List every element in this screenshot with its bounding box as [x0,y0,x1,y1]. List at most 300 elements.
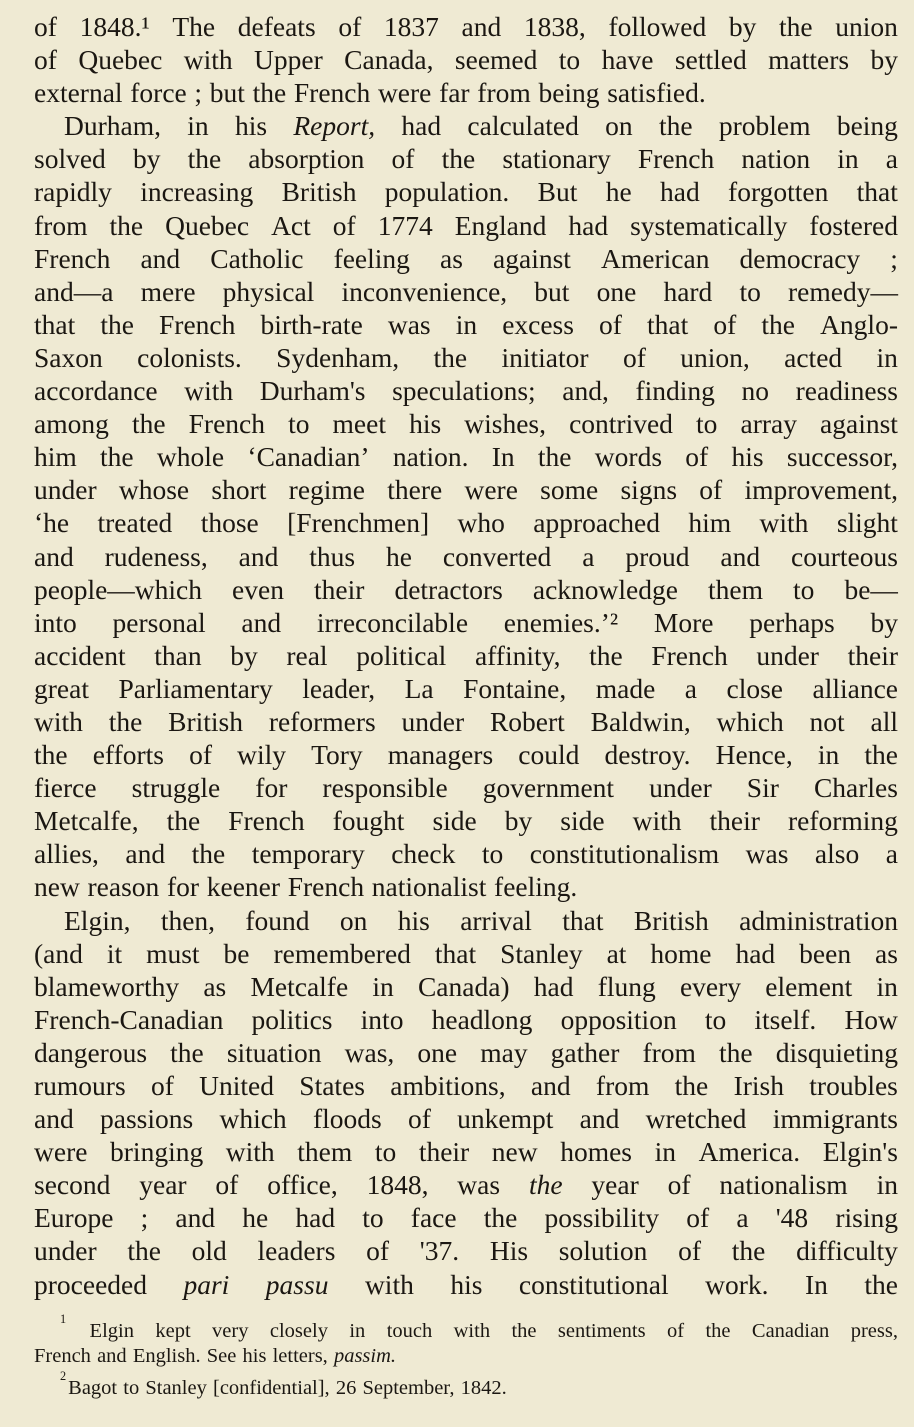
word: Sir [746,772,779,804]
word: must [146,937,200,969]
word: of [678,1235,702,1267]
word: under [34,474,97,506]
word: by [504,805,533,837]
word: as [440,242,463,274]
word: of [34,44,57,76]
word: been [799,937,852,969]
word: letters, [272,1345,328,1367]
word: and [720,540,761,572]
word: in [455,308,478,340]
word: 1837 [383,11,439,42]
word: the [864,739,898,771]
word: and [579,1103,620,1135]
word: solution [558,1235,648,1267]
word: inconvenience, [341,275,508,307]
word: was, [344,1036,395,1068]
word: alliance [812,672,898,704]
word: their [847,639,898,671]
word: was [745,838,789,870]
word: British [168,705,243,737]
word: for [166,871,200,903]
footnote-line [34,1369,898,1401]
word: not [809,705,845,737]
word: keener [206,871,281,903]
word: as [875,937,898,969]
word: their [709,805,760,837]
footnote [34,1369,898,1401]
word: population. [384,176,510,208]
word: struggle [131,772,221,804]
word: headlong [431,1003,533,1035]
word: the [191,838,226,870]
word: he [242,1202,269,1234]
text-line [34,1168,898,1201]
word: under [401,705,465,737]
word: allies, [34,838,99,870]
word: in [876,1169,898,1201]
text-line [34,209,898,242]
word: troubles [809,1070,898,1101]
word: and [34,540,74,572]
word: and, [562,375,609,407]
word: for [255,772,288,804]
word: '37. [419,1235,460,1267]
word: to [558,44,581,76]
word: his [397,904,430,936]
word: acted [784,341,843,373]
word: which [219,1103,287,1135]
word: sentiments [557,1320,646,1342]
word: year [139,1169,187,1201]
word: from [477,77,531,109]
word: with [364,1268,414,1300]
word: La [404,672,434,704]
word: England [454,209,547,241]
word: itself. [754,1003,817,1035]
word: of [622,341,646,373]
word: a [736,1202,749,1234]
word: into [34,606,77,638]
text-line [34,175,898,208]
word: Europe [34,1202,114,1234]
word: initiator [501,341,589,373]
word: Stanley [145,1377,207,1399]
word: the [166,805,201,837]
word: 1842. [460,1377,507,1399]
text-line [34,738,898,771]
word: Anglo- [820,308,898,340]
word: nation [741,143,811,175]
word: Robert [489,705,565,737]
word: the [511,1320,537,1342]
word: among [34,408,109,440]
word: and [97,1345,127,1367]
word: with [759,507,809,539]
word: nation. [392,441,469,473]
word: British [281,176,357,208]
word: and [241,606,282,638]
word: fostered [809,209,898,241]
text-line [34,109,898,142]
word: to [704,1003,727,1035]
word: kept [155,1320,191,1342]
word: In [804,1268,828,1300]
word: of [713,308,737,340]
word: his [242,1345,267,1367]
word: constitutional [518,1268,669,1300]
word: by [230,639,258,671]
word: from [642,1036,696,1068]
word: irreconcilable [316,606,469,638]
word: had [533,970,574,1002]
word: were [34,1136,88,1168]
word: whose [118,474,190,506]
word: which [716,705,784,737]
text-line [34,937,898,970]
word: against [493,242,571,274]
word: Elgin, [64,904,131,936]
word: his [234,110,268,142]
word: the [34,739,68,771]
word: made [595,672,656,704]
word: to [362,1202,384,1234]
footnote-marker: 2 [60,1369,67,1383]
word: personal [112,606,206,638]
word: close [726,672,783,704]
word: in [837,143,859,175]
word: had [735,937,776,969]
word: had [659,176,700,208]
word: Stanley [500,937,583,969]
word: of [338,11,362,42]
word: Hence, [715,739,793,771]
text-line [34,540,898,573]
word: the [537,441,572,473]
word: passim. [333,1345,397,1367]
word: French [34,242,111,274]
word: [confidential], [213,1377,330,1399]
word: French [293,77,371,109]
word: the [170,1036,204,1068]
word: of [686,1202,710,1234]
word: managers [387,739,494,771]
text-line [34,870,898,903]
word: the [761,308,795,340]
word: bringing [110,1136,204,1168]
word: systematically [630,209,788,241]
word: the [441,143,476,175]
word: accordance [34,375,158,407]
word: than [154,639,202,671]
word: element [765,970,853,1002]
word: In [491,441,515,473]
word: on [339,904,368,936]
word: More [653,606,714,638]
word: But [537,176,578,208]
word: the [658,110,693,142]
word: that [647,308,689,340]
word: proud [625,540,690,572]
word: their [314,573,365,605]
word: of [34,11,57,42]
word: to [739,275,761,307]
word: with [184,375,234,407]
text-line [34,308,898,341]
word: short [211,474,267,506]
paragraph [34,904,898,1301]
word: See [206,1345,237,1367]
word: matters [768,44,850,76]
word: remedy— [787,275,898,307]
word: against [820,408,898,440]
text-line [34,374,898,407]
word: reformers [268,705,376,737]
word: Canadian [751,1320,830,1342]
word: passu [265,1268,329,1300]
word: American [601,242,710,274]
word: was [387,308,431,340]
word: under [756,639,819,671]
word: of [699,474,723,506]
word: and [175,1202,216,1234]
paragraph [34,109,898,903]
word: Charles [813,772,898,804]
word: The [172,11,216,42]
word: the [719,1036,753,1068]
word: face [410,1202,457,1234]
word: in [876,341,898,373]
word: by [870,44,898,76]
word: of [407,1103,431,1135]
word: French [34,1345,91,1367]
word: it [106,937,123,969]
word: political [356,639,447,671]
word: at [606,937,627,969]
word: meet [332,408,386,440]
word: '48 [775,1202,809,1234]
word: French-Canadian [34,1003,224,1035]
word: Durham, [64,110,161,142]
word: Parliamentary [118,672,273,704]
word: Quebec [78,44,163,76]
word: wishes, [464,408,546,440]
text-line [34,1201,898,1234]
word: had [295,1202,336,1234]
word: year [591,1169,639,1201]
word: one [417,1036,458,1068]
word: also [814,838,860,870]
word: accident [34,639,126,671]
word: in [349,1320,366,1342]
word: rapidly [34,176,112,208]
word: as [203,970,227,1002]
word: from [595,1070,650,1101]
word: he [386,540,412,572]
word: democracy [739,242,861,274]
word: and [140,242,181,274]
word: the [528,1169,563,1201]
text-line [34,275,898,308]
word: defeats [237,11,316,42]
word: responsible [322,772,448,804]
word: Baldwin, [590,705,691,737]
word: rising [835,1202,898,1234]
footnote-marker: 1 [60,1312,67,1326]
text-line [34,473,898,506]
word: treated [97,507,173,539]
word: but [534,275,570,307]
word: of [666,1320,685,1342]
word: no [741,375,770,407]
word: hard [663,275,713,307]
word: the [589,639,623,671]
word: Metcalfe [250,970,349,1002]
word: forgotten [728,176,829,208]
text-line [34,970,898,1003]
word: then, [160,904,216,936]
word: temporary [251,838,365,870]
word: check [391,838,456,870]
word: perhaps [749,606,835,638]
word: be [223,937,250,969]
word: the [483,1202,518,1234]
text-line [34,639,898,672]
text-line [34,771,898,804]
word: feeling. [494,871,578,903]
word: and [125,838,166,870]
word: office, [267,1169,338,1201]
text-line [34,804,898,837]
word: the [100,441,134,473]
word: touch [386,1320,433,1342]
word: and [34,1103,74,1135]
text-line [34,1135,898,1168]
word: nationalism [719,1169,848,1201]
word: stationary [502,143,611,175]
word: of [150,1070,174,1101]
word: to [374,1136,397,1168]
text-line [34,1268,898,1301]
word: Quebec [165,209,250,241]
word: followed [608,11,707,42]
word: 1838, [523,11,586,42]
word: leader, [302,672,376,704]
word: constitutionalism [529,838,720,870]
word: on [605,110,633,142]
word: a [885,838,898,870]
word: force [130,77,187,109]
word: the [674,1070,709,1101]
word: ; [194,77,203,109]
text-line [34,573,898,606]
word: under [649,772,712,804]
word: real [286,639,328,671]
word: the [127,1235,161,1267]
word: arrival [460,904,532,936]
word: with [453,1320,491,1342]
word: could [518,739,580,771]
word: of [667,1169,691,1201]
word: a [684,672,697,704]
word: some [540,474,599,506]
word: enemies.’² [503,606,619,638]
word: signs [620,474,678,506]
word: situation [226,1036,322,1068]
word: in [187,110,209,142]
word: affinity, [474,639,561,671]
word: by [728,11,757,42]
word: him [688,507,732,539]
word: was [457,1169,501,1201]
word: his [731,441,764,473]
word: dangerous [34,1036,148,1068]
word: United [199,1070,275,1101]
word: rumours [34,1070,126,1101]
word: ambitions, [390,1070,506,1101]
word: with [225,1136,275,1168]
word: French [651,639,728,671]
word: of [189,739,213,771]
word: America. [698,1136,801,1168]
word: immigrants [772,1103,898,1135]
word: How [844,1003,898,1035]
word: the [108,705,143,737]
word: flung [597,970,656,1002]
word: rudeness, [104,540,208,572]
word: of [215,1169,239,1201]
word: Tory [311,739,363,771]
word: with [183,44,233,76]
word: physical [222,275,315,307]
word: feeling [333,242,410,274]
word: problem [718,110,811,142]
word: by [870,606,898,638]
word: him [34,441,77,473]
word: in [817,739,840,771]
word: disquieting [775,1036,898,1068]
footnote-line [34,1312,898,1344]
word: in [654,1136,676,1168]
word: very [212,1320,249,1342]
text-line [34,606,898,639]
word: be— [844,573,898,605]
word: under [34,1235,97,1267]
word: French [637,143,715,175]
word: courteous [791,540,898,572]
word: were [377,77,432,109]
word: side [432,805,477,837]
text-line [34,837,898,870]
word: [Frenchmen] [287,507,430,539]
text-line [34,407,898,440]
word: administration [739,904,898,936]
word: fought [332,805,405,837]
word: solved [34,143,106,175]
word: Report, [293,110,376,142]
word: being [538,77,600,109]
word: union, [680,341,750,373]
word: union [835,11,898,42]
word: French [287,871,365,903]
word: there [387,474,443,506]
word: even [232,573,284,605]
text-line [34,440,898,473]
word: Elgin [89,1320,134,1342]
word: ; [140,1202,149,1234]
word: French [188,408,265,440]
word: 1848, [366,1169,429,1201]
word: 26 [335,1377,357,1399]
